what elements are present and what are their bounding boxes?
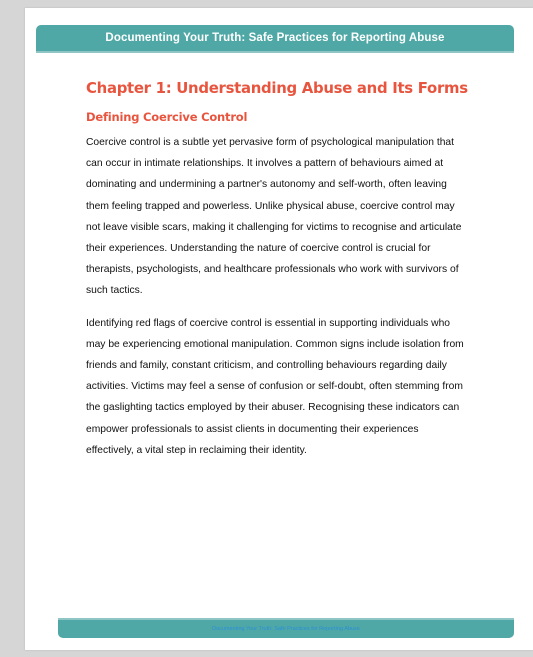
document-page [25, 8, 533, 650]
page-content [86, 74, 466, 461]
footer-text: Documenting Your Truth: Safe Practices for Reporting Abuse [212, 626, 360, 632]
footer-band [58, 618, 514, 638]
section-title: Defining Coercive Control [86, 110, 248, 124]
chapter-title: Chapter 1: Understanding Abuse and Its Forms [86, 79, 468, 97]
header-title: Documenting Your Truth: Safe Practices for Reporting Abuse [105, 32, 445, 44]
body-paragraph-2: Identifying red flags of coercive control is essential in supporting individuals who may be experiencing emotional manipulation. Common signs include isolation from friends and family, constant criticism, and controlling behaviours regarding daily activities. Victims may feel a sense of confusion or self-doubt, often stemming from the gaslighting tactics employed by their abuser. Recognising these indicators can empower professionals to assist clients in documenting their experiences effectively, a vital step in reclaiming their identity. [86, 317, 464, 456]
header-band [36, 25, 514, 53]
body-paragraph-1: Coercive control is a subtle yet pervasive form of psychological manipulation that can occur in intimate relationships. It involves a pattern of behaviours aimed at dominating and undermining a partner's autonomy and self-worth, often leaving them feeling trapped and powerless. Unlike physical abuse, coercive control may not leave visible scars, making it challenging for victims to recognise and articulate their experiences. Understanding the nature of coercive control is crucial for therapists, psychologists, and healthcare professionals who work with survivors of such tactics. [86, 137, 462, 297]
